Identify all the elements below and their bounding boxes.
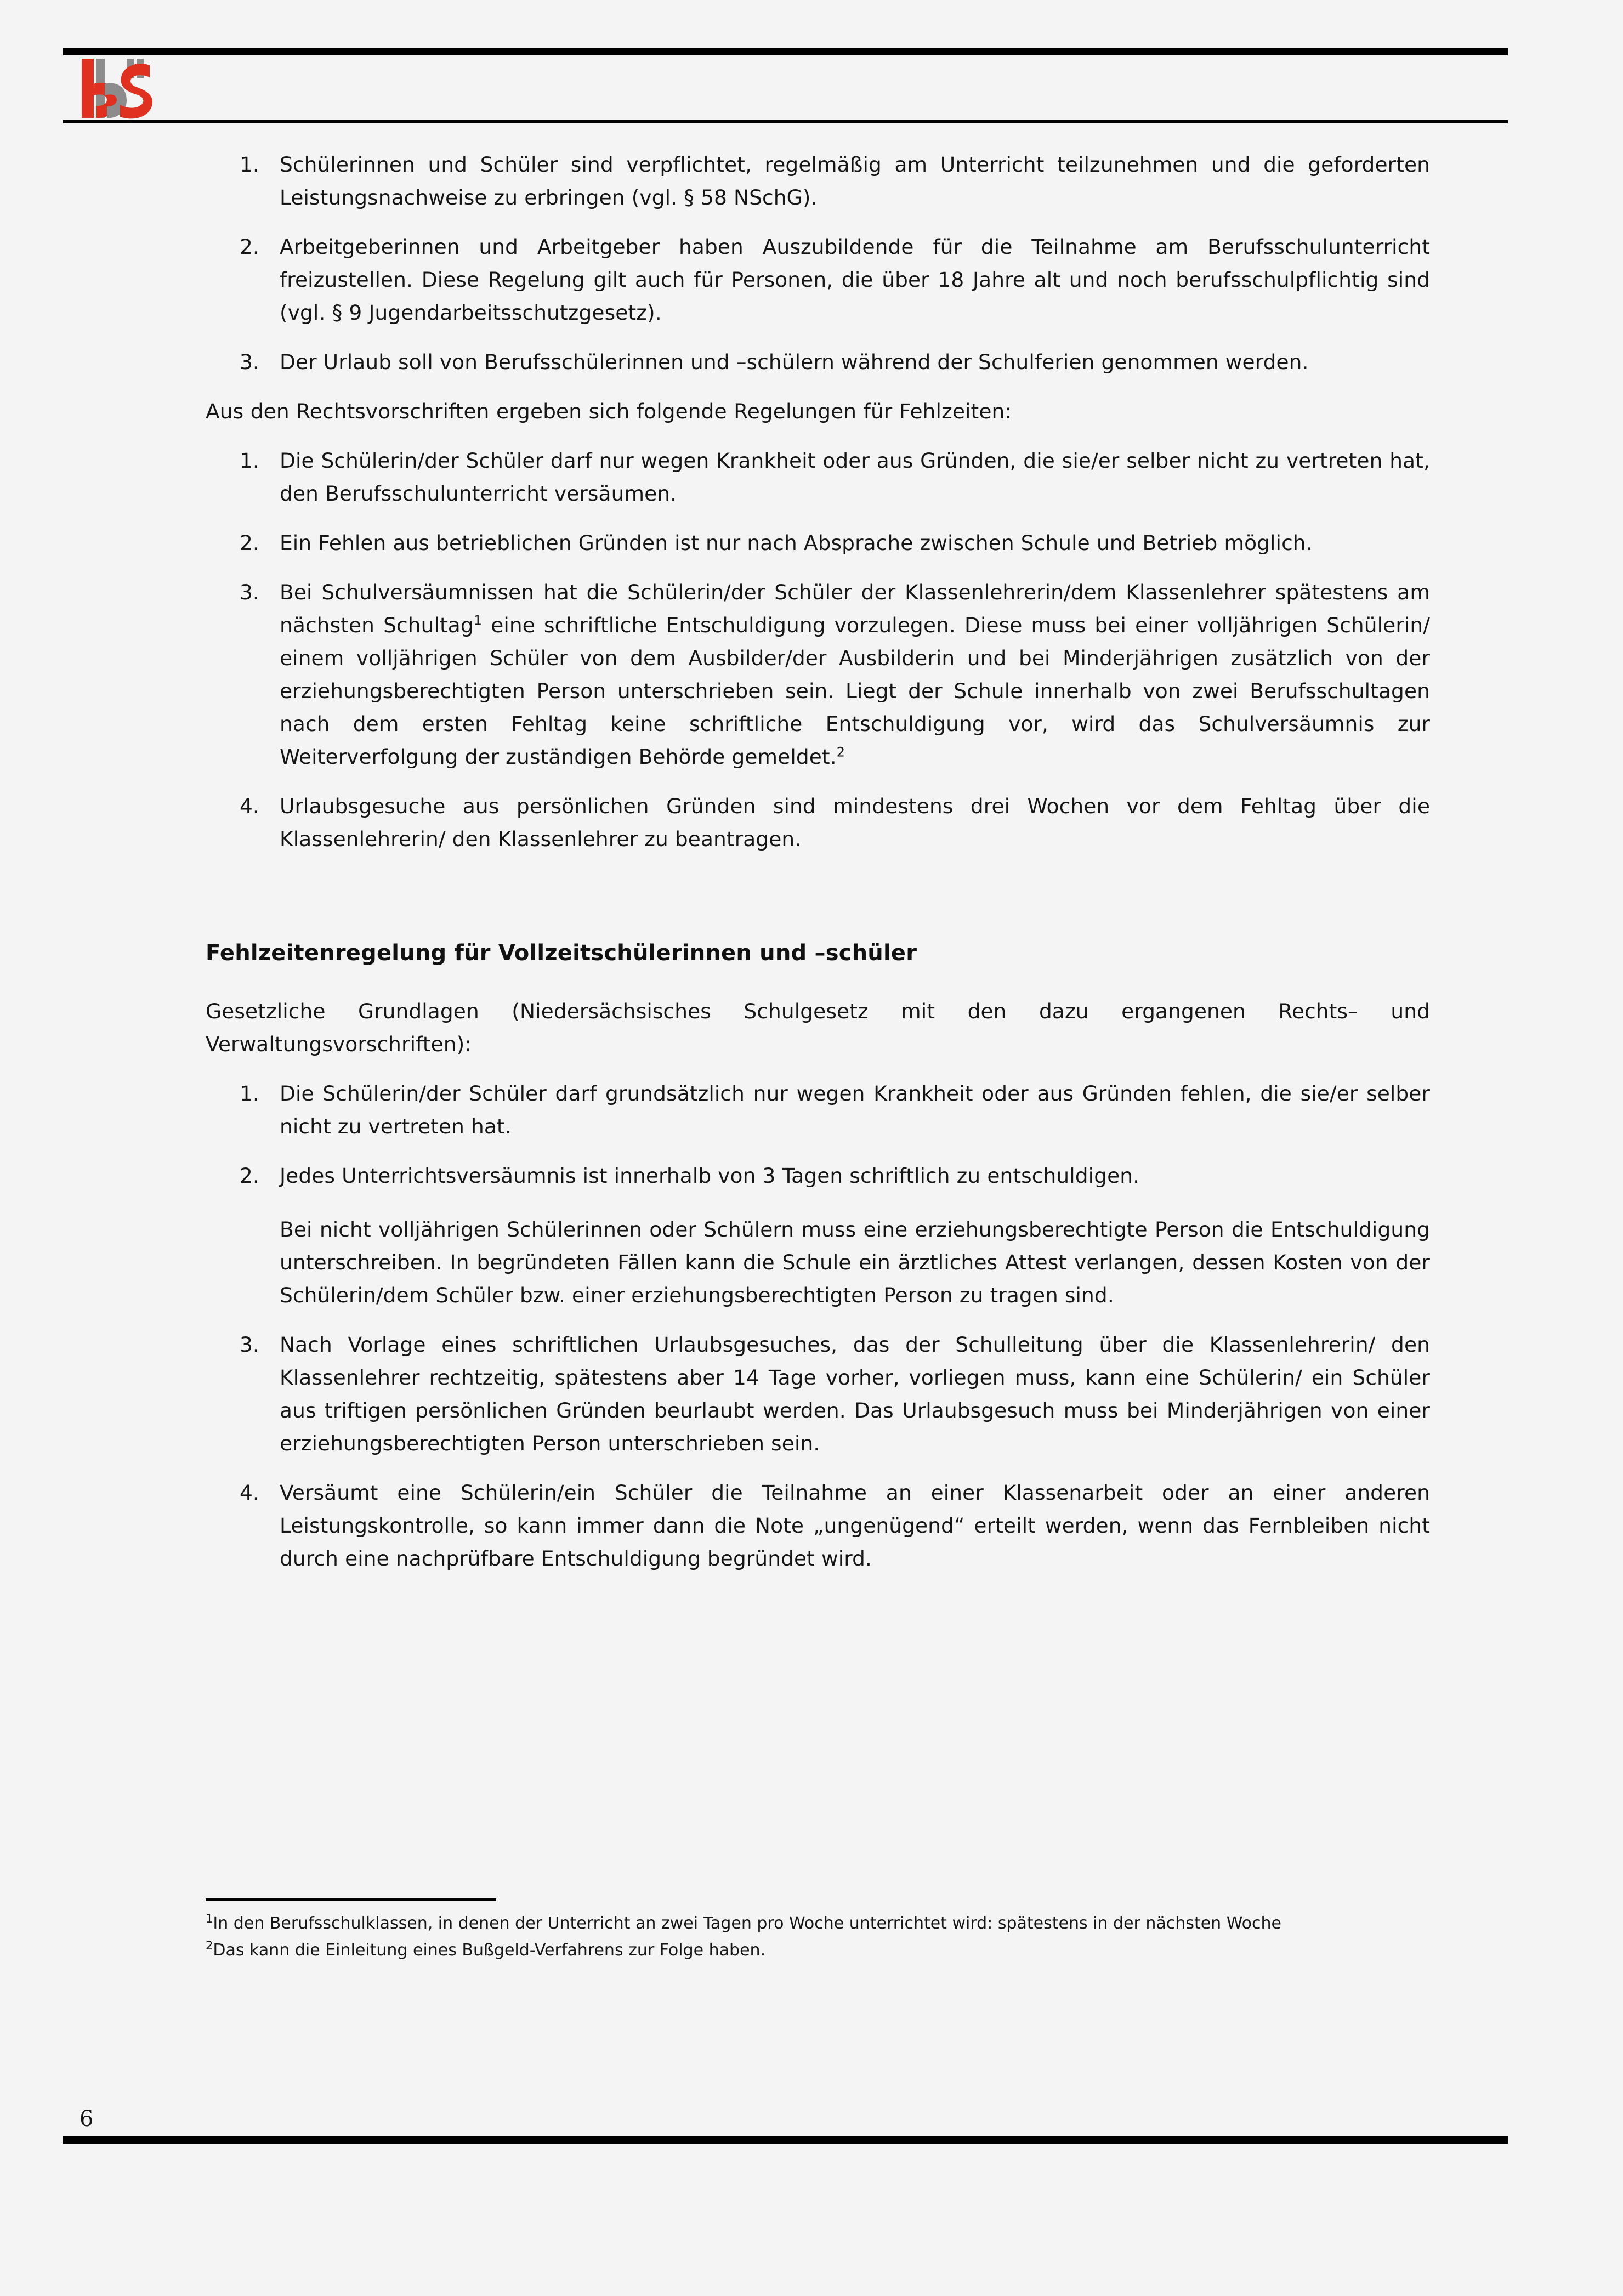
list-item-text: Ein Fehlen aus betrieblichen Gründen ist nur nach Absprache zwischen Schule und Betrieb möglich. — [280, 531, 1313, 555]
list-item — [206, 444, 1430, 510]
list-item-text: Schülerinnen und Schüler sind verpflichtet, regelmäßig am Unterricht teilzunehmen und die geforderten Leistungsnachweise zu erbringen (vgl. § 58 NSchG). — [280, 152, 1430, 209]
list-marker: 4. — [240, 794, 259, 818]
footnote-2 — [206, 1937, 1430, 1964]
list-marker: 4. — [240, 1481, 259, 1505]
ordered-list-rechtsvorschriften — [206, 148, 1430, 378]
list-item — [206, 1476, 1430, 1575]
footnote-2-text: Das kann die Einleitung eines Bußgeld-Verfahrens zur Folge haben. — [213, 1941, 766, 1960]
list-item — [206, 526, 1430, 559]
list-item — [206, 1328, 1430, 1460]
list-item-text-part-2: eine schriftliche Entschuldigung vorzulegen. Diese muss bei einer volljährigen Schülerin/ einem volljährigen Schüler von dem Ausbilder/der Ausbilderin und bei Minderjährigen zusätzlich von der erziehungsberechtigten Person unterschrieben sein. Liegt der Schule innerhalb von zwei Berufsschultagen nach dem ersten Fehltag keine schriftliche Entschuldigung vor, wird das Schulversäumnis zur Weiterverfolgung der zuständigen Behörde gemeldet. — [280, 613, 1430, 769]
logo-band — [63, 55, 1508, 120]
list-item — [206, 230, 1430, 329]
ordered-list-vollzeit — [206, 1077, 1430, 1575]
footnote-1-text: In den Berufsschulklassen, in denen der Unterricht an zwei Tagen pro Woche unterrichtet wird: spätestens in der nächsten Woche — [213, 1914, 1281, 1933]
bbs-logo — [80, 58, 162, 119]
list-item — [206, 148, 1430, 214]
header-bottom-rule — [63, 120, 1508, 123]
footnote-1-marker: 1 — [206, 1912, 213, 1925]
intro-paragraph: Aus den Rechtsvorschriften ergeben sich folgende Regelungen für Fehlzeiten: — [206, 399, 1012, 423]
ordered-list-fehlzeiten — [206, 444, 1430, 855]
footnote-2-marker: 2 — [206, 1939, 213, 1952]
page-number: 6 — [80, 2106, 94, 2131]
list-marker: 1. — [240, 1081, 259, 1106]
list-item-text: Der Urlaub soll von Berufsschülerinnen und –schülern während der Schulferien genommen werden. — [280, 350, 1309, 374]
footnote-area — [206, 1898, 1430, 1964]
legal-basis-paragraph: Gesetzliche Grundlagen (Niedersächsisches Schulgesetz mit den dazu ergangenen Rechts– und Verwaltungsvorschriften): — [206, 999, 1430, 1056]
list-item-text: Die Schülerin/der Schüler darf nur wegen Krankheit oder aus Gründen, die sie/er selber nicht zu vertreten hat, den Berufsschulunterricht versäumen. — [280, 449, 1430, 506]
list-item-text — [280, 576, 1430, 773]
list-item-text: Urlaubsgesuche aus persönlichen Gründen sind mindestens drei Wochen vor dem Fehltag über die Klassenlehrerin/ den Klassenlehrer zu beantragen. — [280, 794, 1430, 851]
footnote-1 — [206, 1910, 1430, 1937]
list-item — [206, 345, 1430, 378]
list-marker: 2. — [240, 1164, 259, 1188]
list-item-text: Die Schülerin/der Schüler darf grundsätzlich nur wegen Krankheit oder aus Gründen fehlen, die sie/er selber nicht zu vertreten hat. — [280, 1081, 1430, 1138]
list-item — [206, 1159, 1430, 1312]
list-item-text-part-1: Bei Schulversäumnissen hat die Schülerin/der Schüler der Klassenlehrerin/dem Klassenlehrer spätestens am nächsten Schultag — [280, 580, 1430, 637]
list-item-text: Arbeitgeberinnen und Arbeitgeber haben Auszubildende für die Teilnahme am Berufsschulunterricht freizustellen. Diese Regelung gilt auch für Personen, die über 18 Jahre alt und noch berufsschulpflichtig sind (vgl. § 9 Jugendarbeitsschutzgesetz). — [280, 235, 1430, 325]
list-item-subparagraph: Bei nicht volljährigen Schülerinnen oder Schülern muss eine erziehungsberechtigte Person die Entschuldigung unterschreiben. In begründeten Fällen kann die Schule ein ärztliches Attest verlangen, dessen Kosten von der Schülerin/dem Schüler bzw. einer erziehungsberechtigten Person zu tragen sind. — [280, 1217, 1430, 1307]
footnote-ref-2: 2 — [836, 744, 845, 760]
footnote-separator-rule — [206, 1898, 496, 1901]
page-footer — [63, 2105, 1508, 2144]
list-item — [206, 576, 1430, 773]
list-item — [206, 1077, 1430, 1143]
header-top-rule — [63, 48, 1508, 55]
list-item-text: Versäumt eine Schülerin/ein Schüler die Teilnahme an einer Klassenarbeit oder an einer anderen Leistungskontrolle, so kann immer dann die Note „ungenügend“ erteilt werden, wenn das Fernbleiben nicht durch eine nachprüfbare Entschuldigung begründet wird. — [280, 1481, 1430, 1571]
list-marker: 1. — [240, 152, 259, 177]
list-marker: 3. — [240, 350, 259, 374]
list-marker: 3. — [240, 1333, 259, 1357]
list-item — [206, 790, 1430, 855]
footer-rule — [63, 2136, 1508, 2144]
list-marker: 2. — [240, 235, 259, 259]
list-marker: 1. — [240, 449, 259, 473]
list-marker: 3. — [240, 580, 259, 604]
list-item-text: Jedes Unterrichtsversäumnis ist innerhalb von 3 Tagen schriftlich zu entschuldigen. — [280, 1164, 1140, 1188]
list-item-text: Nach Vorlage eines schriftlichen Urlaubsgesuches, das der Schulleitung über die Klassenlehrerin/ den Klassenlehrer rechtzeitig, spätestens aber 14 Tage vorher, vorliegen muss, kann eine Schülerin/ ein Schüler aus triftigen persönlichen Gründen beurlaubt werden. Das Urlaubsgesuch muss bei Minderjährigen von einer erziehungsberechtigten Person unterschrieben sein. — [280, 1333, 1430, 1455]
document-content — [206, 148, 1430, 1575]
footnote-ref-1: 1 — [473, 613, 483, 628]
page-header — [63, 48, 1508, 123]
list-marker: 2. — [240, 531, 259, 555]
section-heading: Fehlzeitenregelung für Vollzeitschülerinnen und –schüler — [206, 940, 917, 966]
